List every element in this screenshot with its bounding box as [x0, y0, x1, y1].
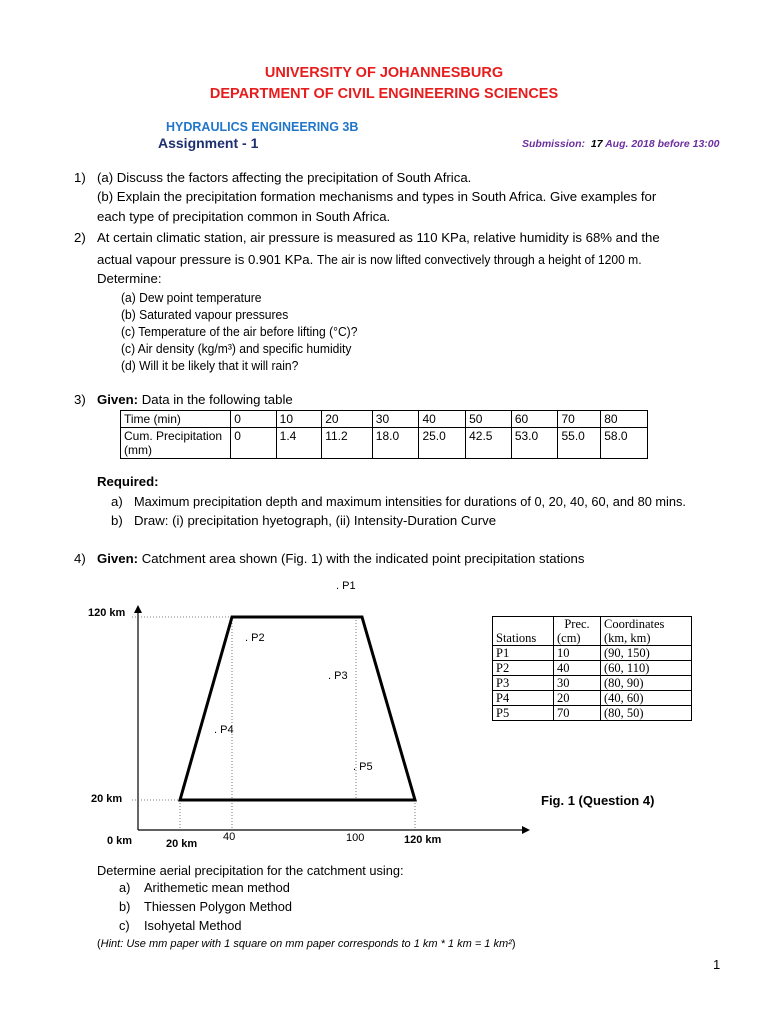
table-cell — [493, 617, 554, 632]
table-cell: 30 — [554, 676, 601, 691]
q2-number: 2) — [74, 230, 86, 245]
q4-given-label: Given: — [97, 551, 139, 566]
table-cell: P1 — [493, 646, 554, 661]
table-row — [493, 617, 692, 632]
q2-line2-part2: The air is now lifted convectively through a height of 1200 m. — [316, 252, 642, 267]
q4-method-b: Thiessen Polygon Method — [144, 899, 292, 914]
submission-day: 17 — [590, 138, 603, 150]
table-cell: P2 — [493, 661, 554, 676]
q4-hint: (Hint: Use mm paper with 1 square on mm paper corresponds to 1 km * 1 km = 1 km²) — [97, 938, 516, 950]
submission-label: Submission: — [522, 138, 586, 150]
table-cell: P3 — [493, 676, 554, 691]
q2-item-a: (a) Dew point temperature — [121, 290, 262, 305]
table-cell: 40 — [554, 661, 601, 676]
table-header-precipitation-a: Cum. Precipitation — [124, 429, 223, 443]
table-cell: 60 — [511, 411, 558, 428]
table-cell: 30 — [372, 411, 419, 428]
figure-caption: Fig. 1 (Question 4) — [541, 793, 655, 808]
q3-given-label: Given: — [97, 392, 139, 407]
table-cell: 80 — [601, 411, 648, 428]
q4-method-c-mark: c) — [119, 918, 130, 933]
q2-line1: At certain climatic station, air pressure is measured as 110 KPa, relative humidity is 68% and the — [97, 230, 660, 245]
table-cell: 50 — [466, 411, 512, 428]
x-label-40: 40 — [223, 831, 236, 843]
table-cell: 55.0 — [558, 428, 601, 459]
q4-given-text: Catchment area shown (Fig. 1) with the indicated point precipitation stations — [141, 551, 585, 566]
stations-table — [492, 616, 692, 721]
table-cell: 20 — [554, 691, 601, 706]
q1-part-a: (a) Discuss the factors affecting the precipitation of South Africa. — [97, 170, 472, 185]
table-cell: 70 — [558, 411, 601, 428]
q3-required: Required: — [97, 474, 159, 489]
table-row — [493, 691, 692, 706]
x-label-20: 20 km — [166, 838, 198, 850]
q1-part-b-line2: each type of precipitation common in South Africa. — [97, 209, 391, 224]
q3-given-text: Data in the following table — [141, 392, 293, 407]
table-cell: (60, 110) — [601, 661, 692, 676]
q4-method-b-mark: b) — [119, 899, 131, 914]
table-header-precipitation-b: (mm) — [124, 443, 152, 457]
table-row — [493, 676, 692, 691]
q3-req-b: Draw: (i) precipitation hyetograph, (ii) Intensity-Duration Curve — [134, 513, 497, 528]
table-cell: 40 — [419, 411, 466, 428]
q3-req-a-mark: a) — [111, 494, 123, 509]
department-title: DEPARTMENT OF CIVIL ENGINEERING SCIENCES — [209, 86, 559, 102]
table-header-km: (km, km) — [601, 631, 692, 646]
y-label-120: 120 km — [88, 607, 126, 619]
table-cell: (40, 60) — [601, 691, 692, 706]
assignment-title: Assignment - 1 — [158, 135, 259, 151]
table-cell: (90, 150) — [601, 646, 692, 661]
table-header-cm: (cm) — [554, 631, 601, 646]
course-title: HYDRAULICS ENGINEERING 3B — [166, 120, 359, 134]
table-row — [493, 706, 692, 721]
x-label-0: 0 km — [107, 835, 133, 847]
table-row — [493, 646, 692, 661]
q2-item-c2: (c) Air density (kg/m³) and specific humidity — [121, 341, 352, 356]
table-cell: 25.0 — [419, 428, 466, 459]
table-header-prec: Prec. — [554, 617, 601, 632]
table-header-time: Time (min) — [121, 411, 231, 428]
table-cell: P4 — [493, 691, 554, 706]
table-cell: 18.0 — [372, 428, 419, 459]
table-row — [493, 661, 692, 676]
q1-number: 1) — [74, 170, 86, 185]
table-cell: 42.5 — [466, 428, 512, 459]
table-cell: (80, 50) — [601, 706, 692, 721]
table-cell: 11.2 — [322, 428, 373, 459]
x-label-120: 120 km — [404, 834, 442, 846]
table-cell: 0 — [231, 428, 276, 459]
q4-method-c: Isohyetal Method — [144, 918, 242, 933]
station-label-p5: . P5 — [353, 761, 373, 773]
q4-method-a-mark: a) — [119, 880, 131, 895]
q1-part-b-line1: (b) Explain the precipitation formation mechanisms and types in South Africa. Give examples for — [97, 189, 657, 204]
table-cell: 70 — [554, 706, 601, 721]
table-cell: 10 — [276, 411, 322, 428]
q2-determine: Determine: — [97, 271, 162, 286]
q2-item-b: (b) Saturated vapour pressures — [121, 307, 289, 322]
y-label-20: 20 km — [91, 793, 123, 805]
submission-date: Aug. 2018 before 13:00 — [605, 138, 720, 150]
q2-item-d: (d) Will it be likely that it will rain? — [121, 358, 299, 373]
table-cell: 10 — [554, 646, 601, 661]
station-label-p1: . P1 — [336, 580, 356, 592]
university-title: UNIVERSITY OF JOHANNESBURG — [264, 65, 504, 81]
q4-determine: Determine aerial precipitation for the catchment using: — [97, 863, 404, 878]
table-header-coord: Coordinates — [601, 617, 692, 632]
table-cell: 58.0 — [601, 428, 648, 459]
page-number: 1 — [713, 957, 721, 972]
table-cell: 20 — [322, 411, 373, 428]
table-cell: 0 — [231, 411, 276, 428]
x-axis-arrow — [522, 826, 530, 834]
q4-number: 4) — [74, 551, 86, 566]
table-cell: 53.0 — [511, 428, 558, 459]
table-cell: P5 — [493, 706, 554, 721]
q3-req-b-mark: b) — [111, 513, 123, 528]
station-label-p3: . P3 — [328, 670, 348, 682]
station-label-p4: . P4 — [214, 724, 234, 736]
table-row — [493, 631, 692, 646]
q2-item-c: (c) Temperature of the air before lifting (°C)? — [121, 324, 358, 339]
q4-method-a: Arithemetic mean method — [144, 880, 290, 895]
y-axis-arrow — [134, 605, 142, 613]
table-cell: 1.4 — [276, 428, 322, 459]
q4-hint-text: Hint: Use mm paper with 1 square on mm paper corresponds to 1 km * 1 km = 1 km² — [100, 938, 512, 950]
table-cell: (80, 90) — [601, 676, 692, 691]
table-header-stations: Stations — [493, 631, 554, 646]
catchment-boundary — [180, 617, 415, 800]
station-label-p2: . P2 — [245, 632, 265, 644]
q3-number: 3) — [74, 392, 86, 407]
q3-req-a: Maximum precipitation depth and maximum intensities for durations of 0, 20, 40, 60, and 80 mins. — [134, 494, 686, 509]
q2-line2-part1: actual vapour pressure is 0.901 KPa. — [97, 252, 314, 267]
x-label-100: 100 — [346, 832, 365, 844]
